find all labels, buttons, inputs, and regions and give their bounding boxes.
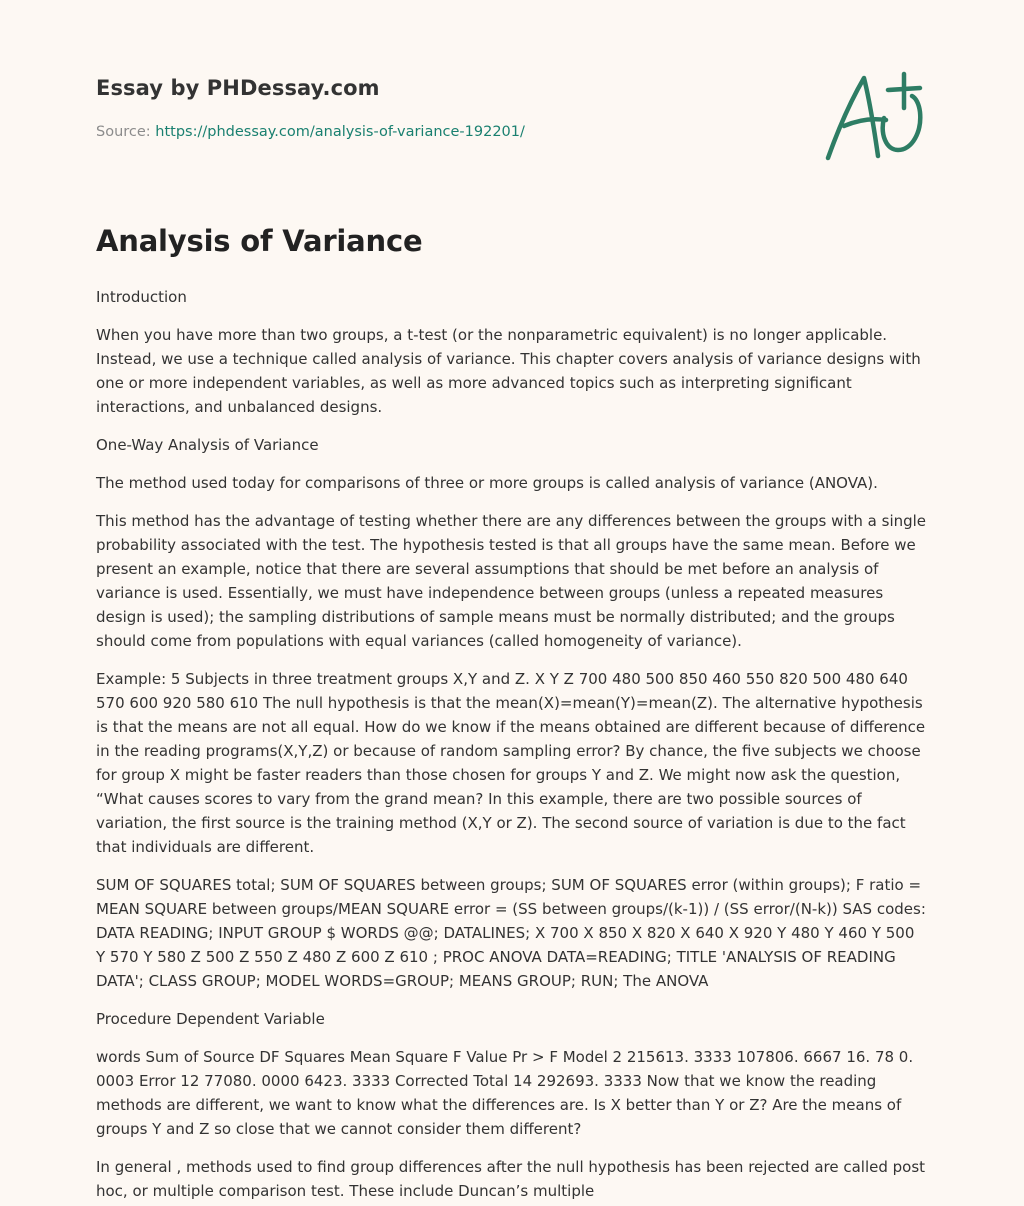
paragraph: One-Way Analysis of Variance: [96, 436, 319, 454]
paragraph: When you have more than two groups, a t-test (or the nonparametric equivalent) is no longer applicable. Instead, we use a technique called analysis of variance. This chapter covers analysis of variance designs with one or more independent variables, as well as more advanced topics such as interpreting significant interactions, and unbalanced designs.: [96, 326, 921, 416]
paragraph: Procedure Dependent Variable: [96, 1010, 325, 1028]
article-title: Analysis of Variance: [96, 224, 423, 258]
source-label: Source:: [96, 124, 156, 140]
paragraph: The method used today for comparisons of three or more groups is called analysis of variance (ANOVA).: [96, 474, 878, 492]
a-plus-logo-icon: [824, 68, 928, 164]
paragraph: Example: 5 Subjects in three treatment groups X,Y and Z. X Y Z 700 480 500 850 460 550 820 500 480 640 570 600 920 580 610 The null hypothesis is that the mean(X)=mean(Y)=mean(Z). The alternative hypothesis is that the means are not all equal. How do we know if the means obtained are different because of difference in the reading programs(X,Y,Z) or because of random sampling error? By chance, the five subjects we choose for group X might be faster readers than those chosen for groups Y and Z. We might now ask the question, “What causes scores to vary from the grand mean? In this example, there are two possible sources of variation, the first source is the training method (X,Y or Z). The second source of variation is due to the fact that individuals are different.: [96, 670, 926, 856]
article-body: [96, 285, 928, 1206]
paragraph: words Sum of Source DF Squares Mean Square F Value Pr > F Model 2 215613. 3333 107806. 6667 16. 78 0. 0003 Error 12 77080. 0000 6423. 3333 Corrected Total 14 292693. 3333 Now that we know the reading methods are different, we want to know what the differences are. Is X better than Y or Z? Are the means of groups Y and Z so close that we cannot consider them different?: [96, 1048, 914, 1138]
source-line: [96, 124, 525, 140]
essay-page: [96, 0, 928, 1206]
paragraph: Introduction: [96, 288, 187, 306]
paragraph: This method has the advantage of testing whether there are any differences between the groups with a single probability associated with the test. The hypothesis tested is that all groups have the same mean. Before we present an example, notice that there are several assumptions that should be met before an analysis of variance is used. Essentially, we must have independence between groups (unless a repeated measures design is used); the sampling distributions of sample means must be normally distributed; and the groups should come from populations with equal variances (called homogeneity of variance).: [96, 512, 927, 650]
paragraph: In general , methods used to find group differences after the null hypothesis has been rejected are called post hoc, or multiple comparison test. These include Duncan’s multiple: [96, 1158, 926, 1200]
site-brand: Essay by PHDessay.com: [96, 76, 380, 100]
source-link[interactable]: https://phdessay.com/analysis-of-variance-192201/: [155, 124, 525, 140]
paragraph: SUM OF SQUARES total; SUM OF SQUARES between groups; SUM OF SQUARES error (within groups); F ratio = MEAN SQUARE between groups/MEAN SQUARE error = (SS between groups/(k-1)) / (SS error/(N-k)) SAS codes: DATA READING; INPUT GROUP $ WORDS @@; DATALINES; X 700 X 850 X 820 X 640 X 920 Y 480 Y 460 Y 500 Y 570 Y 580 Z 500 Z 550 Z 480 Z 600 Z 610 ; PROC ANOVA DATA=READING; TITLE 'ANALYSIS OF READING DATA'; CLASS GROUP; MODEL WORDS=GROUP; MEANS GROUP; RUN; The ANOVA: [96, 876, 926, 990]
